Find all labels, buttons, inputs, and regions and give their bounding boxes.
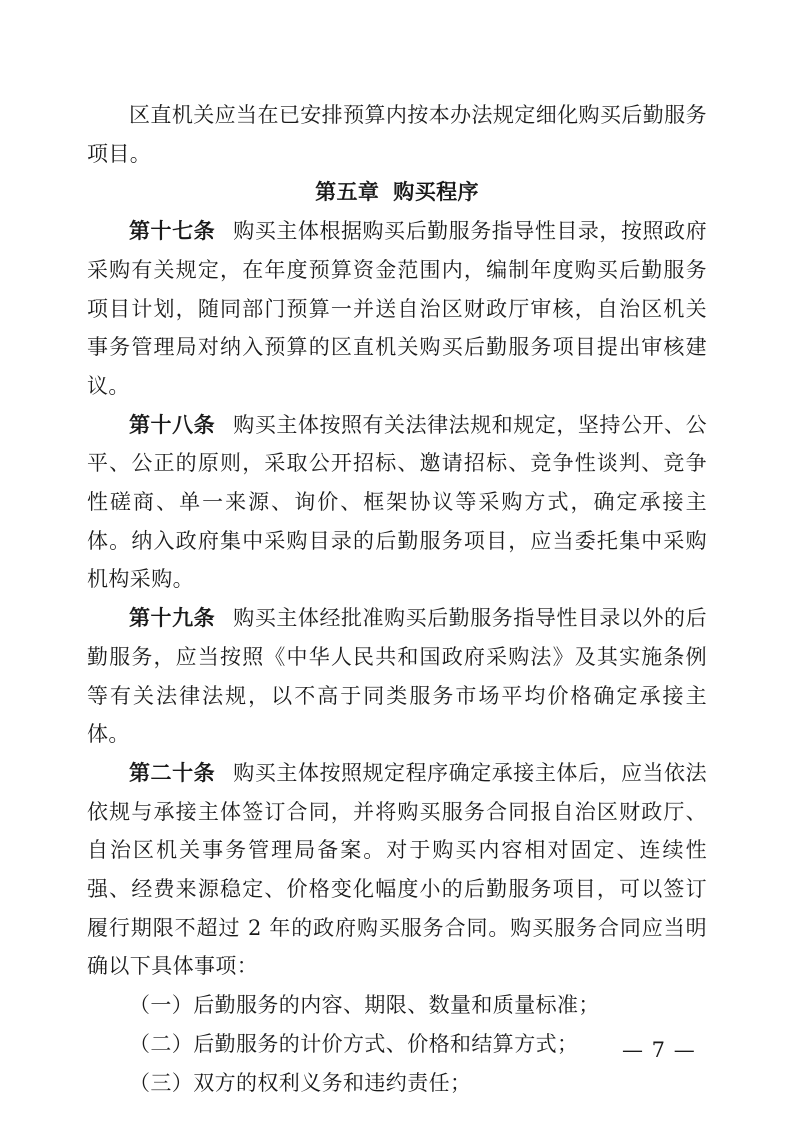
article-17 [87,212,707,406]
article-20-label: 第二十条 [129,759,216,785]
document-page [87,96,707,1102]
article-19 [87,599,707,754]
article-19-label: 第十九条 [129,605,216,631]
article-19-text: 购买主体经批准购买后勤服务指导性目录以外的后勤服务，应当按照《中华人民共和国政府采购法》及其实施条例等有关法律法规，以不高于同类服务市场平均价格确定承接主体。 [87,606,707,747]
article-18 [87,406,707,600]
list-item: （三）双方的权利义务和违约责任； [129,1070,472,1095]
article-18-text: 购买主体按照有关法律法规和规定，坚持公开、公平、公正的原则，采取公开招标、邀请招标、竞争性谈判、竞争性磋商、单一来源、询价、框架协议等采购方式，确定承接主体。纳入政府集中采购目录的后勤服务项目，应当委托集中采购机构采购。 [87,412,707,592]
page-number: — 7 — [622,1038,696,1062]
list-item: （二）后勤服务的计价方式、价格和结算方式； [129,1031,579,1056]
article-17-label: 第十七条 [129,218,216,244]
article-20-text: 购买主体按照规定程序确定承接主体后，应当依法依规与承接主体签订合同，并将购买服务合同报自治区财政厅、自治区机关事务管理局备案。对于购买内容相对固定、连续性强、经费来源稳定、价格变化幅度小的后勤服务项目，可以签订履行期限不超过 2 年的政府购买服务合同。购买服务合同应当明确以下具体事项： [87,760,707,979]
chapter-title: 购买程序 [393,179,479,205]
chapter-heading [87,173,707,212]
intro-paragraph: 区直机关应当在已安排预算内按本办法规定细化购买后勤服务项目。 [87,103,707,166]
article-17-text: 购买主体根据购买后勤服务指导性目录，按照政府采购有关规定，在年度预算资金范围内，编制年度购买后勤服务项目计划，随同部门预算一并送自治区财政厅审核，自治区机关事务管理局对纳入预算的区直机关购买后勤服务项目提出审核建议。 [87,219,707,398]
list-item: （一）后勤服务的内容、期限、数量和质量标准； [129,993,600,1018]
article-20 [87,754,707,986]
article-18-label: 第十八条 [129,411,216,437]
chapter-number: 第五章 [315,179,380,205]
